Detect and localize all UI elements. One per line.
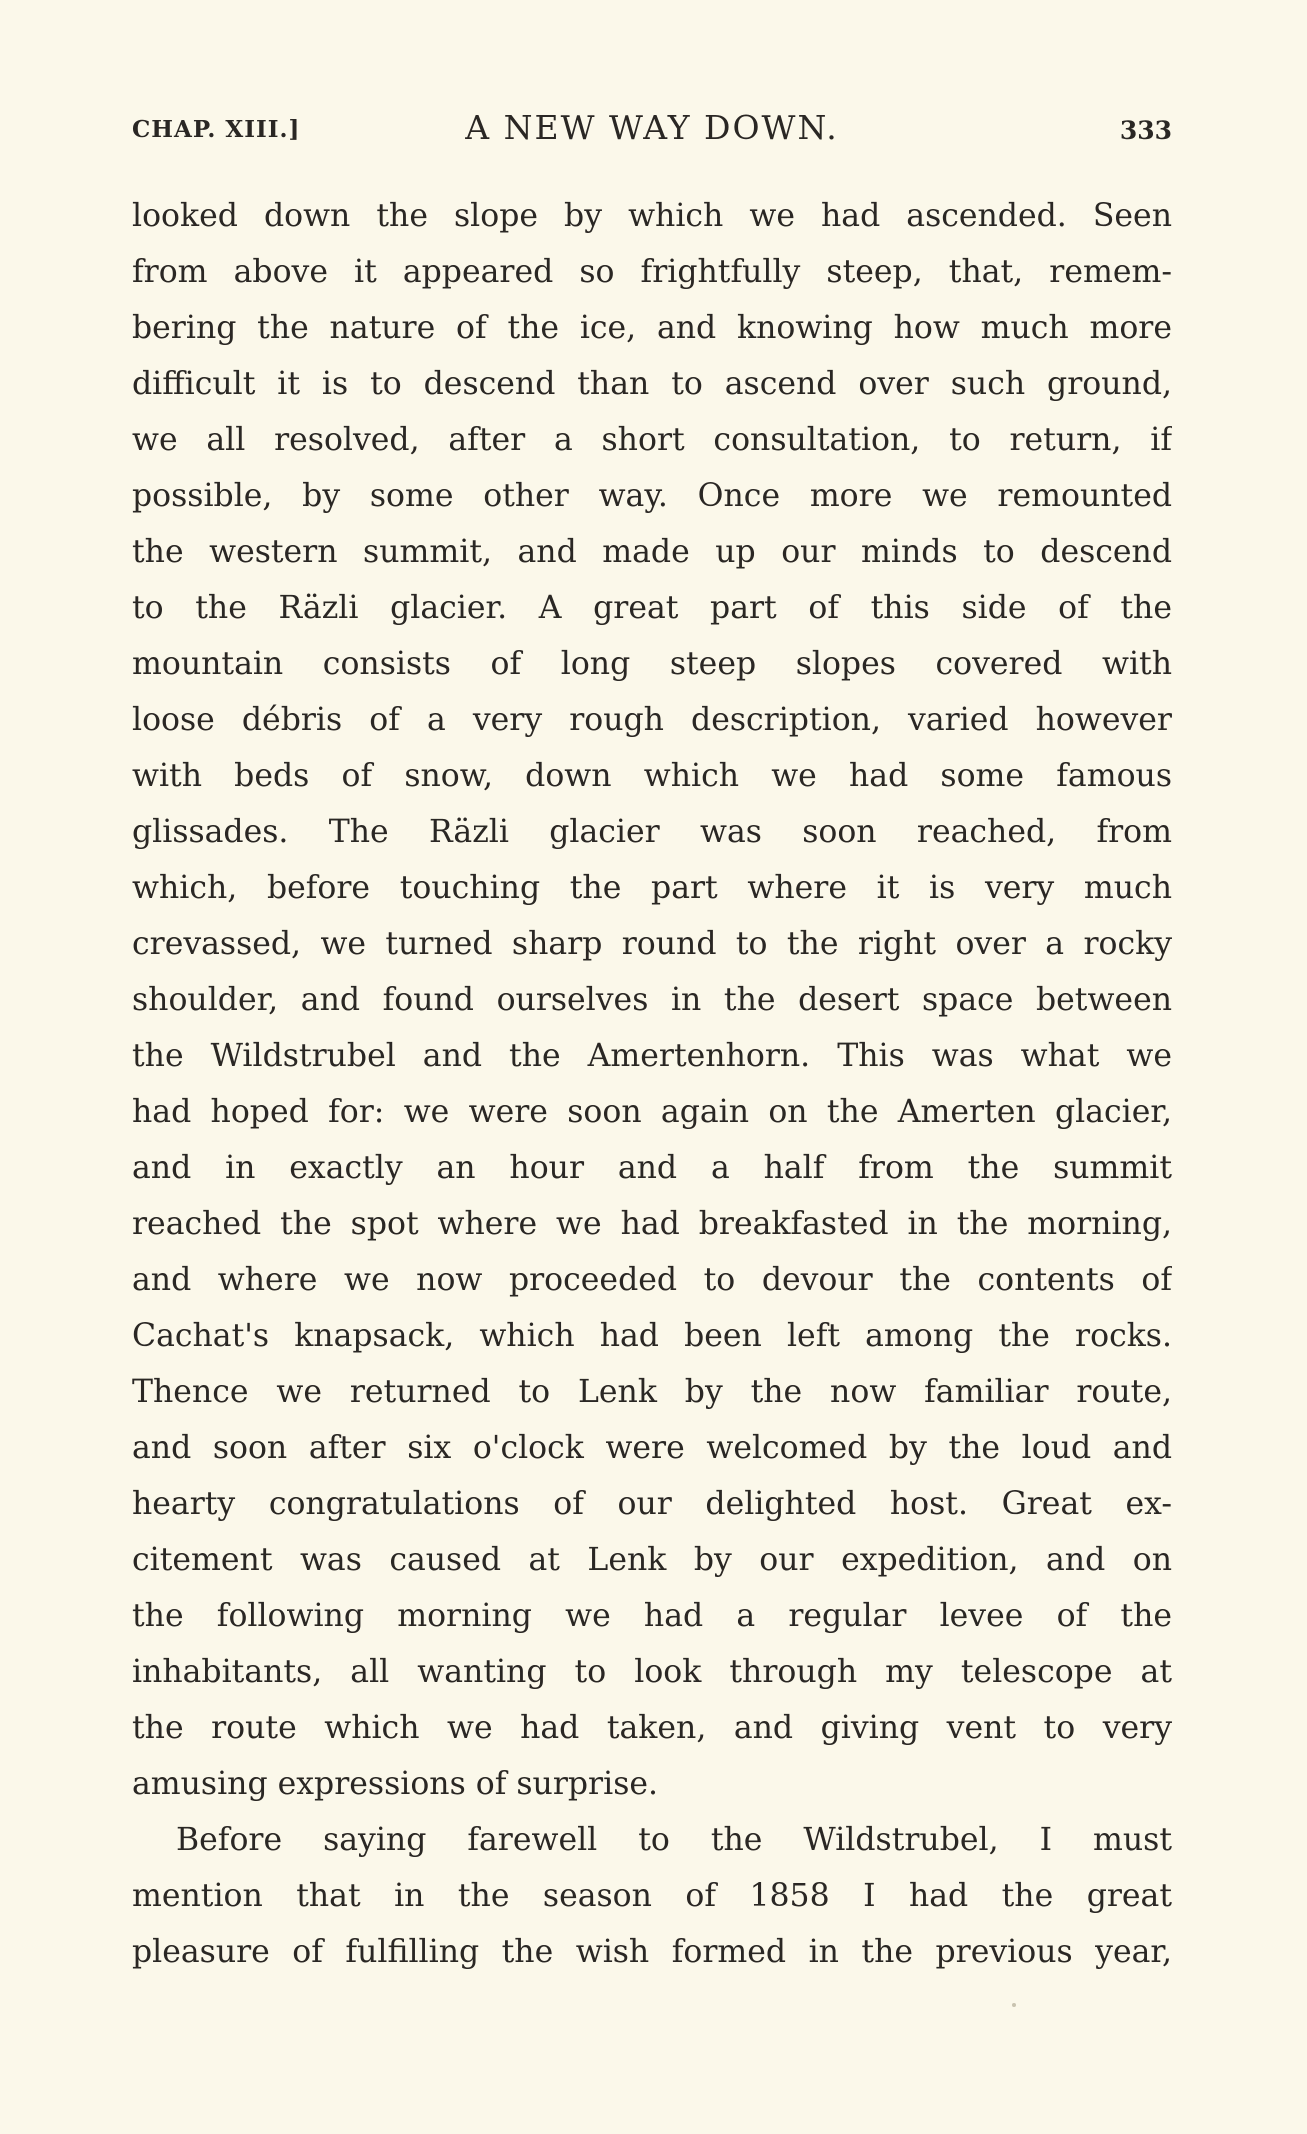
chapter-label: CHAP. XIII.] xyxy=(132,116,301,143)
text-line: the following morning we had a regular levee of the xyxy=(132,1598,1172,1634)
text-line: we all resolved, after a short consultation, to return, if xyxy=(132,422,1172,458)
text-line: the Wildstrubel and the Amertenhorn. This was what we xyxy=(132,1038,1172,1074)
text-line: which, before touching the part where it is very much xyxy=(132,870,1172,906)
text-line: shoulder, and found ourselves in the desert space between xyxy=(132,982,1172,1018)
text-line: hearty congratulations of our delighted host. Great ex- xyxy=(132,1486,1172,1522)
text-line: glissades. The Räzli glacier was soon reached, from xyxy=(132,814,1172,850)
text-line: mountain consists of long steep slopes covered with xyxy=(132,646,1172,682)
text-line: looked down the slope by which we had ascended. Seen xyxy=(132,198,1172,234)
text-line: and soon after six o'clock were welcomed by the loud and xyxy=(132,1430,1172,1466)
text-line: had hoped for: we were soon again on the Amerten glacier, xyxy=(132,1094,1172,1130)
text-line: bering the nature of the ice, and knowing how much more xyxy=(132,310,1172,346)
running-title: A NEW WAY DOWN. xyxy=(465,108,839,147)
page-number: 333 xyxy=(1119,116,1172,145)
text-line: inhabitants, all wanting to look through my telescope at xyxy=(132,1654,1172,1690)
text-line: Thence we returned to Lenk by the now familiar route, xyxy=(132,1374,1172,1410)
paragraph-end-line: amusing expressions of surprise. xyxy=(132,1766,659,1802)
text-line: to the Räzli glacier. A great part of this side of the xyxy=(132,590,1172,626)
text-line: possible, by some other way. Once more we remounted xyxy=(132,478,1172,514)
text-line: reached the spot where we had breakfasted in the morning, xyxy=(132,1206,1172,1242)
text-line: crevassed, we turned sharp round to the right over a rocky xyxy=(132,926,1172,962)
paper-speck xyxy=(1012,2003,1016,2007)
text-line: and in exactly an hour and a half from the summit xyxy=(132,1150,1172,1186)
text-line: from above it appeared so frightfully steep, that, remem- xyxy=(132,254,1172,290)
text-line: mention that in the season of 1858 I had the great xyxy=(132,1878,1172,1914)
body-text xyxy=(132,188,1172,1980)
text-line: pleasure of fulfilling the wish formed in the previous year, xyxy=(132,1934,1172,1970)
text-line: with beds of snow, down which we had some famous xyxy=(132,758,1172,794)
text-line: and where we now proceeded to devour the contents of xyxy=(132,1262,1172,1298)
text-line: loose débris of a very rough description, varied however xyxy=(132,702,1172,738)
paragraph-start-line: Before saying farewell to the Wildstrubel, I must xyxy=(176,1822,1172,1858)
text-line: citement was caused at Lenk by our expedition, and on xyxy=(132,1542,1172,1578)
text-line: the route which we had taken, and giving vent to very xyxy=(132,1710,1172,1746)
text-line: the western summit, and made up our minds to descend xyxy=(132,534,1172,570)
text-line: Cachat's knapsack, which had been left among the rocks. xyxy=(132,1318,1172,1354)
running-header xyxy=(132,108,1172,152)
text-line: difficult it is to descend than to ascend over such ground, xyxy=(132,366,1172,402)
